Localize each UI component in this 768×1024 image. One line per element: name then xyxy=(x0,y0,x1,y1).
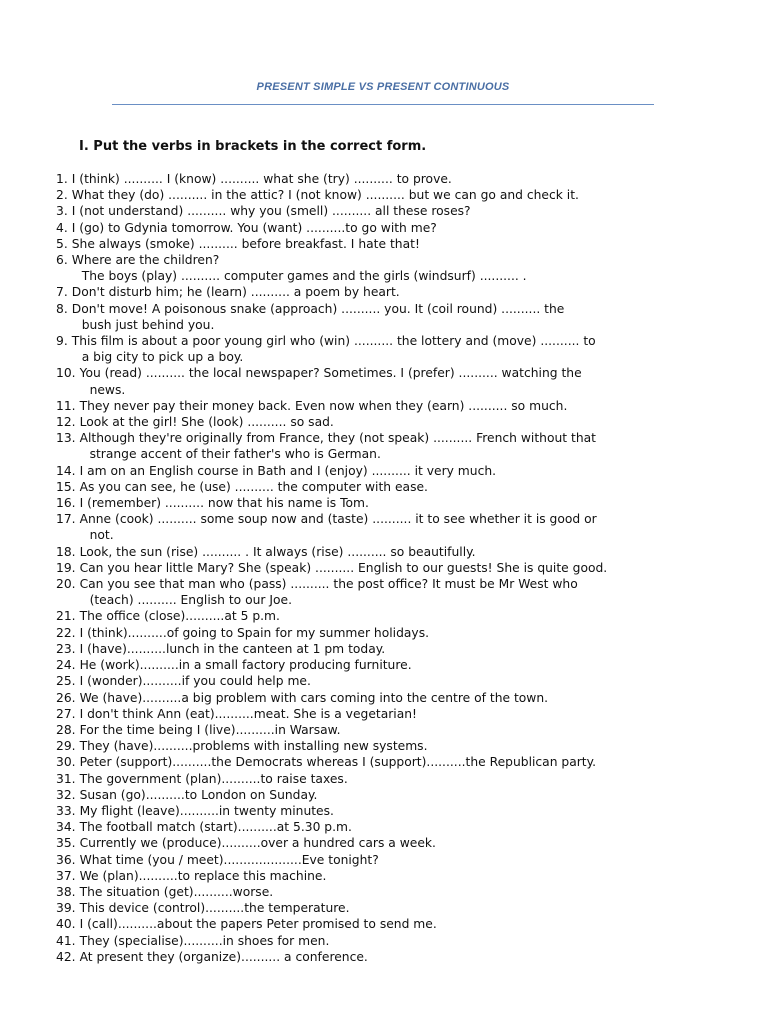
exercise-item xyxy=(56,576,716,608)
exercise-number: 25. xyxy=(56,674,76,689)
exercise-text xyxy=(72,203,716,219)
exercise-number: 40. xyxy=(56,917,76,932)
exercise-line: Don't disturb him; he (learn) .......... a poem by heart. xyxy=(71,285,400,300)
exercise-item xyxy=(56,657,716,673)
exercise-line: At present they (organize).......... a conference. xyxy=(79,949,368,964)
exercise-line: My flight (leave)..........in twenty minutes. xyxy=(79,803,334,818)
exercise-item xyxy=(56,916,716,932)
exercise-text xyxy=(80,738,716,754)
exercise-continuation-line: The boys (play) .......... computer games and the girls (windsurf) .......... . xyxy=(81,269,527,284)
exercise-item xyxy=(56,625,716,641)
exercise-text xyxy=(80,803,716,819)
exercise-number: 8. xyxy=(56,301,68,316)
exercise-continuation-line: strange accent of their father's who is German. xyxy=(89,447,381,462)
exercise-line: As you can see, he (use) .......... the computer with ease. xyxy=(79,479,428,494)
exercise-text xyxy=(80,511,716,543)
exercise-line: Look, the sun (rise) .......... . It always (rise) .......... so beautifully. xyxy=(79,544,476,559)
exercise-text xyxy=(80,787,716,803)
exercise-number: 41. xyxy=(56,933,76,948)
exercise-number: 24. xyxy=(56,658,76,673)
exercise-item xyxy=(56,706,716,722)
exercise-number: 14. xyxy=(56,463,76,478)
exercise-number: 19. xyxy=(56,560,76,575)
exercise-item xyxy=(56,284,716,300)
exercise-number: 11. xyxy=(56,398,76,413)
exercise-line: The situation (get)..........worse. xyxy=(79,884,274,899)
exercise-line: Although they're originally from France, they (not speak) .......... French without that xyxy=(79,431,596,446)
exercise-line: The office (close)..........at 5 p.m. xyxy=(79,609,280,624)
exercise-line: I (not understand) .......... why you (smell) .......... all these roses? xyxy=(71,204,471,219)
exercise-line: I (think)..........of going to Spain for my summer holidays. xyxy=(79,625,430,640)
exercise-item xyxy=(56,690,716,706)
exercise-item xyxy=(56,560,716,576)
exercise-item xyxy=(56,430,716,462)
exercise-item xyxy=(56,949,716,965)
exercise-item xyxy=(56,608,716,624)
exercise-number: 31. xyxy=(56,771,76,786)
section-heading: I. Put the verbs in brackets in the correct form. xyxy=(79,139,427,154)
exercise-line: I don't think Ann (eat)..........meat. She is a vegetarian! xyxy=(79,706,417,721)
exercise-continuation-line: (teach) .......... English to our Joe. xyxy=(89,593,293,608)
exercise-text xyxy=(72,171,716,187)
exercise-text xyxy=(80,884,716,900)
exercise-line: They (specialise)..........in shoes for men. xyxy=(79,933,330,948)
exercise-text xyxy=(80,771,716,787)
exercise-line: Where are the children? xyxy=(71,253,220,268)
exercise-number: 39. xyxy=(56,901,76,916)
exercise-continuation-line: bush just behind you. xyxy=(81,317,215,332)
exercise-text xyxy=(72,252,716,284)
exercise-number: 20. xyxy=(56,577,76,592)
exercise-line: Can you see that man who (pass) .......... the post office? It must be Mr West who xyxy=(79,577,578,592)
exercise-item xyxy=(56,187,716,203)
exercise-text xyxy=(72,284,716,300)
exercise-number: 33. xyxy=(56,803,76,818)
exercise-text xyxy=(80,576,716,608)
exercise-line: Can you hear little Mary? She (speak) .......... English to our guests! She is quite good. xyxy=(79,560,608,575)
exercise-continuation-line: a big city to pick up a boy. xyxy=(81,350,244,365)
exercise-text xyxy=(80,414,716,430)
exercise-number: 3. xyxy=(56,204,68,219)
exercise-number: 29. xyxy=(56,739,76,754)
exercise-line: The football match (start)..........at 5.30 p.m. xyxy=(79,820,352,835)
exercise-number: 22. xyxy=(56,625,76,640)
exercise-item xyxy=(56,771,716,787)
exercise-text xyxy=(80,495,716,511)
exercise-line: Peter (support)..........the Democrats whereas I (support)..........the Republican party. xyxy=(79,755,597,770)
exercise-line: I am on an English course in Bath and I (enjoy) .......... it very much. xyxy=(79,463,497,478)
exercise-number: 4. xyxy=(56,220,68,235)
exercise-number: 12. xyxy=(56,415,76,430)
exercise-item xyxy=(56,754,716,770)
exercise-list xyxy=(56,171,716,965)
exercise-number: 2. xyxy=(56,188,68,203)
exercise-item xyxy=(56,203,716,219)
exercise-line: We (have)..........a big problem with cars coming into the centre of the town. xyxy=(79,690,549,705)
exercise-item xyxy=(56,738,716,754)
exercise-item xyxy=(56,868,716,884)
exercise-item xyxy=(56,835,716,851)
exercise-line: For the time being I (live)..........in Warsaw. xyxy=(79,722,341,737)
exercise-line: Look at the girl! She (look) .......... so sad. xyxy=(79,415,334,430)
exercise-item xyxy=(56,787,716,803)
exercise-line: I (have)..........lunch in the canteen at 1 pm today. xyxy=(79,641,386,656)
exercise-text xyxy=(80,544,716,560)
exercise-text xyxy=(80,560,716,576)
exercise-line: I (remember) .......... now that his name is Tom. xyxy=(79,496,369,511)
exercise-number: 37. xyxy=(56,868,76,883)
exercise-number: 23. xyxy=(56,641,76,656)
exercise-number: 15. xyxy=(56,479,76,494)
exercise-text xyxy=(72,220,716,236)
exercise-number: 34. xyxy=(56,820,76,835)
exercise-item xyxy=(56,479,716,495)
exercise-line: You (read) .......... the local newspaper? Sometimes. I (prefer) .......... watching the xyxy=(79,366,582,381)
exercise-text xyxy=(80,608,716,624)
exercise-number: 35. xyxy=(56,836,76,851)
exercise-number: 27. xyxy=(56,706,76,721)
exercise-text xyxy=(80,479,716,495)
exercise-text xyxy=(80,463,716,479)
exercise-line: I (wonder)..........if you could help me. xyxy=(79,674,311,689)
exercise-number: 18. xyxy=(56,544,76,559)
exercise-continuation-line: news. xyxy=(89,382,126,397)
exercise-item xyxy=(56,236,716,252)
exercise-text xyxy=(80,835,716,851)
exercise-text xyxy=(72,301,716,333)
exercise-number: 32. xyxy=(56,787,76,802)
exercise-item xyxy=(56,673,716,689)
exercise-text xyxy=(72,236,716,252)
exercise-item xyxy=(56,852,716,868)
exercise-line: What time (you / meet)....................Eve tonight? xyxy=(79,852,379,867)
exercise-number: 16. xyxy=(56,496,76,511)
exercise-item xyxy=(56,171,716,187)
exercise-text xyxy=(72,333,716,365)
exercise-text xyxy=(80,706,716,722)
exercise-text xyxy=(80,430,716,462)
exercise-item xyxy=(56,252,716,284)
exercise-line: Anne (cook) .......... some soup now and (taste) .......... it to see whether it is good or xyxy=(79,512,597,527)
exercise-line: We (plan)..........to replace this machine. xyxy=(79,868,327,883)
exercise-line: She always (smoke) .......... before breakfast. I hate that! xyxy=(71,236,420,251)
page-title: PRESENT SIMPLE VS PRESENT CONTINUOUS xyxy=(256,81,510,93)
exercise-item xyxy=(56,819,716,835)
exercise-continuation-line: not. xyxy=(89,528,114,543)
exercise-item xyxy=(56,544,716,560)
exercise-number: 7. xyxy=(56,285,68,300)
exercise-item xyxy=(56,803,716,819)
exercise-text xyxy=(80,673,716,689)
exercise-text xyxy=(80,933,716,949)
exercise-text xyxy=(80,365,716,397)
exercise-item xyxy=(56,301,716,333)
exercise-text xyxy=(80,949,716,965)
exercise-line: He (work)..........in a small factory producing furniture. xyxy=(79,658,412,673)
exercise-text xyxy=(80,690,716,706)
exercise-line: The government (plan)..........to raise taxes. xyxy=(79,771,348,786)
exercise-number: 26. xyxy=(56,690,76,705)
exercise-text xyxy=(80,657,716,673)
exercise-line: I (call)..........about the papers Peter promised to send me. xyxy=(79,917,437,932)
exercise-number: 38. xyxy=(56,884,76,899)
exercise-number: 17. xyxy=(56,512,76,527)
exercise-text xyxy=(80,916,716,932)
exercise-item xyxy=(56,900,716,916)
exercise-text xyxy=(80,900,716,916)
exercise-number: 5. xyxy=(56,236,68,251)
exercise-text xyxy=(80,625,716,641)
exercise-number: 28. xyxy=(56,722,76,737)
exercise-number: 36. xyxy=(56,852,76,867)
exercise-number: 13. xyxy=(56,431,76,446)
exercise-item xyxy=(56,884,716,900)
exercise-item xyxy=(56,495,716,511)
exercise-item xyxy=(56,511,716,543)
exercise-line: This film is about a poor young girl who (win) .......... the lottery and (move) .......... to xyxy=(71,334,596,349)
exercise-item xyxy=(56,414,716,430)
exercise-line: Susan (go)..........to London on Sunday. xyxy=(79,787,318,802)
exercise-number: 30. xyxy=(56,755,76,770)
exercise-item xyxy=(56,220,716,236)
exercise-number: 9. xyxy=(56,334,68,349)
exercise-number: 42. xyxy=(56,949,76,964)
exercise-item xyxy=(56,933,716,949)
exercise-line: What they (do) .......... in the attic? I (not know) .......... but we can go and check it. xyxy=(71,188,579,203)
exercise-line: I (go) to Gdynia tomorrow. You (want) ..........to go with me? xyxy=(71,220,437,235)
exercise-item xyxy=(56,722,716,738)
exercise-text xyxy=(80,722,716,738)
exercise-number: 21. xyxy=(56,609,76,624)
exercise-text xyxy=(80,754,716,770)
exercise-line: This device (control)..........the temperature. xyxy=(79,901,350,916)
exercise-text xyxy=(80,868,716,884)
exercise-line: They never pay their money back. Even now when they (earn) .......... so much. xyxy=(79,398,568,413)
exercise-line: They (have)..........problems with installing new systems. xyxy=(79,739,428,754)
exercise-text xyxy=(80,852,716,868)
exercise-item xyxy=(56,365,716,397)
exercise-item xyxy=(56,398,716,414)
exercise-item xyxy=(56,463,716,479)
title-underline xyxy=(112,104,654,105)
exercise-line: I (think) .......... I (know) .......... what she (try) .......... to prove. xyxy=(71,172,452,186)
exercise-item xyxy=(56,641,716,657)
exercise-text xyxy=(72,187,716,203)
exercise-line: Currently we (produce)..........over a hundred cars a week. xyxy=(79,836,436,851)
exercise-number: 1. xyxy=(56,172,68,186)
exercise-text xyxy=(80,819,716,835)
exercise-number: 10. xyxy=(56,366,76,381)
exercise-line: Don't move! A poisonous snake (approach) .......... you. It (coil round) .......... the xyxy=(71,301,565,316)
exercise-text xyxy=(80,641,716,657)
exercise-item xyxy=(56,333,716,365)
exercise-text xyxy=(80,398,716,414)
exercise-number: 6. xyxy=(56,253,68,268)
